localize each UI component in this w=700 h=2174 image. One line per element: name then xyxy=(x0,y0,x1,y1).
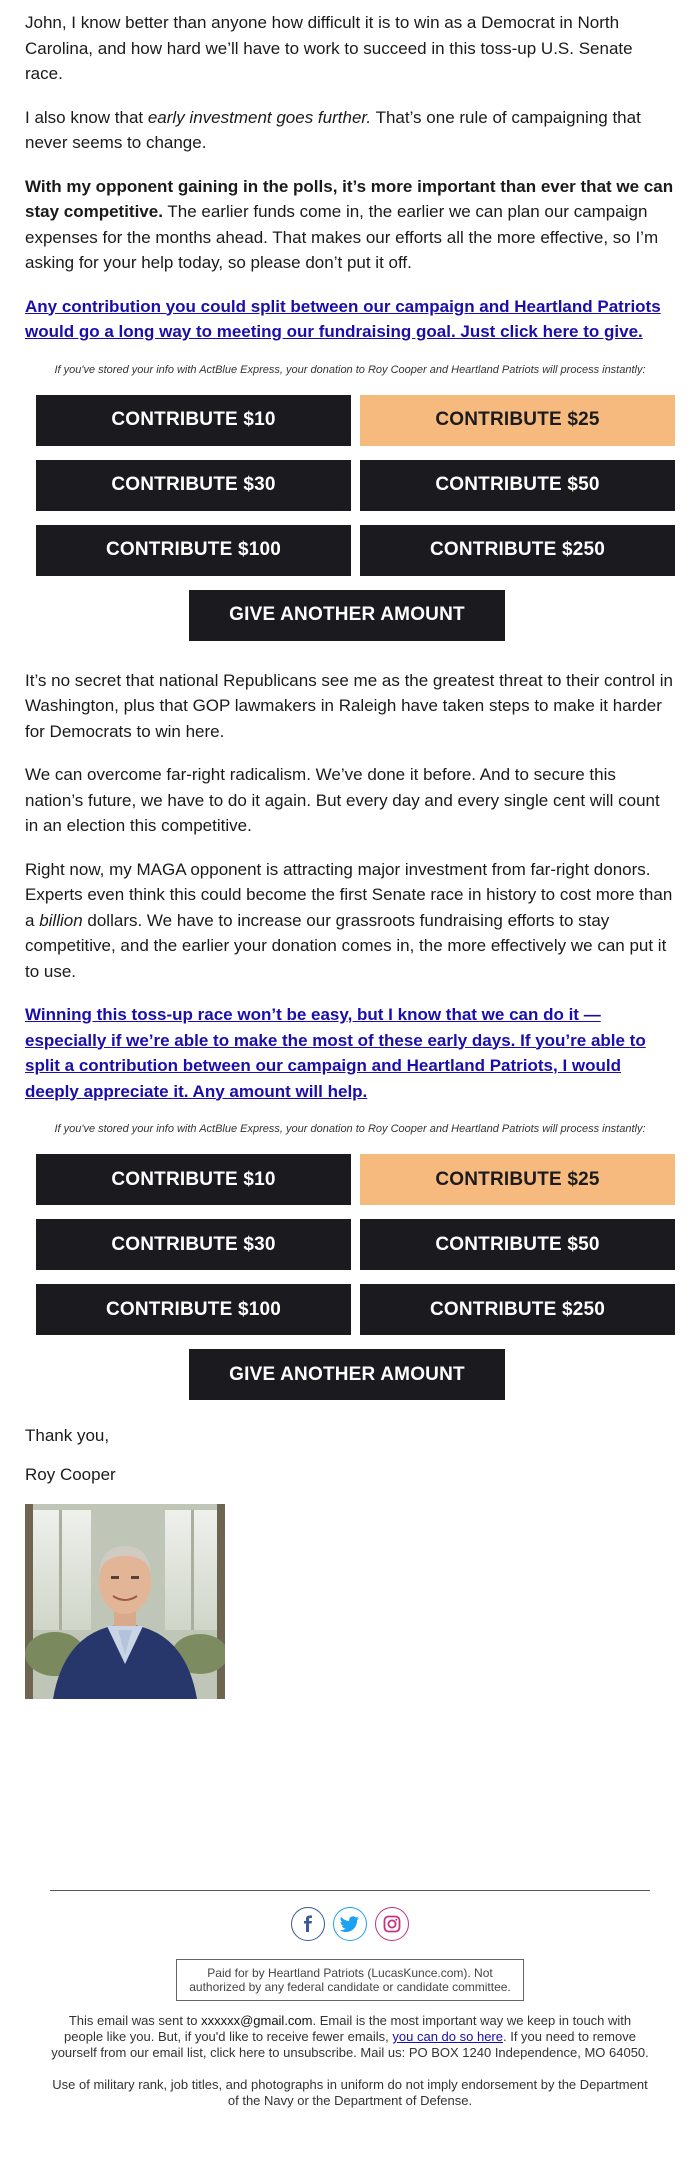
actblue-note: If you've stored your info with ActBlue Express, your donation to Roy Cooper and Heartland Patriots will process instantly: xyxy=(54,363,646,376)
text: . Email is the most important way we keep in touch with people like you. But, if you'd like to receive fewer emails, xyxy=(64,2013,632,2044)
contribute-30-button[interactable]: CONTRIBUTE $30 xyxy=(36,1219,351,1270)
footer-divider xyxy=(50,1890,650,1891)
candidate-portrait-icon xyxy=(25,1504,225,1699)
military-disclaimer: Use of military rank, job titles, and photographs in uniform do not imply endorsement by the Department of the Navy or the Department of Defense. xyxy=(52,2077,648,2108)
twitter-icon xyxy=(340,1916,360,1932)
contribute-50-button[interactable]: CONTRIBUTE $50 xyxy=(360,460,675,511)
signoff-thanks: Thank you, xyxy=(25,1426,110,1445)
contribute-30-button[interactable]: CONTRIBUTE $30 xyxy=(36,460,351,511)
text: Right now, my MAGA opponent is attracting major investment from far-right donors. Experts even think this could become the first Senate race in history to cost more than a xyxy=(25,859,673,930)
give-another-amount-button[interactable]: GIVE ANOTHER AMOUNT xyxy=(189,590,505,641)
emphasis-text: billion xyxy=(39,910,83,930)
candidate-photo xyxy=(25,1504,225,1699)
contribute-250-button[interactable]: CONTRIBUTE $250 xyxy=(360,525,675,576)
contribution-link-2[interactable]: Winning this toss-up race won’t be easy, but I know that we can do it — especially if we’re able to make the most of these early days. If you’re able to split a contribution between our campaign and Heartland Patriots, I would deeply appreciate it. Any amount will help. xyxy=(25,1005,646,1101)
contribute-250-button[interactable]: CONTRIBUTE $250 xyxy=(360,1284,675,1335)
contribute-100-button[interactable]: CONTRIBUTE $100 xyxy=(36,525,351,576)
footer-email-notice xyxy=(50,2013,650,2061)
contribute-10-button[interactable]: CONTRIBUTE $10 xyxy=(36,395,351,446)
text: The earlier funds come in, the earlier we can plan our campaign expenses for the months ahead. That makes our efforts all the more effective, so I’m asking for your help today, so please don’t put it off. xyxy=(25,202,659,272)
facebook-icon xyxy=(300,1915,316,1933)
recipient-email: xxxxxx@gmail.com xyxy=(201,2013,313,2028)
email-body xyxy=(0,10,700,1699)
text: This email was sent to xyxy=(68,2013,202,2028)
paragraph-intro: John, I know better than anyone how difficult it is to win as a Democrat in North Carolina, and how hard we’ll have to work to succeed in this toss-up U.S. Senate race. xyxy=(25,13,633,83)
paragraph-far-right: We can overcome far-right radicalism. We’ve done it before. And to secure this nation’s future, we have to do it again. But every day and every single cent will count in an election this competitive. xyxy=(25,765,660,835)
contribution-link-1[interactable]: Any contribution you could split between our campaign and Heartland Patriots would go a long way to meeting our fundraising goal. Just click here to give. xyxy=(25,296,661,341)
text: That’s one rule of campaigning that never seems to change. xyxy=(25,107,641,152)
email-footer xyxy=(0,1890,700,2109)
paragraph-opponent-polls xyxy=(25,174,675,276)
bold-text: With my opponent gaining in the polls, it’s more important than ever that we can stay competitive. xyxy=(25,176,674,221)
text: I also know that xyxy=(25,107,148,127)
instagram-icon xyxy=(383,1915,401,1933)
give-another-amount-button[interactable]: GIVE ANOTHER AMOUNT xyxy=(189,1349,505,1400)
actblue-note: If you've stored your info with ActBlue Express, your donation to Roy Cooper and Heartland Patriots will process instantly: xyxy=(54,1123,646,1135)
donation-grid-1 xyxy=(36,395,675,576)
instagram-icon[interactable] xyxy=(375,1907,409,1941)
paid-for-disclaimer: Paid for by Heartland Patriots (LucasKunce.com). Not authorized by any federal candidate or candidate committee. xyxy=(176,1959,524,2001)
contribute-10-button[interactable]: CONTRIBUTE $10 xyxy=(36,1154,351,1205)
donation-grid-2 xyxy=(36,1154,675,1335)
contribute-25-button[interactable]: CONTRIBUTE $25 xyxy=(360,1154,675,1205)
text: dollars. We have to increase our grassroots fundraising efforts to stay competitive, and the earlier your donation comes in, the more effectively we can put it to use. xyxy=(25,910,667,981)
text: . If you need to remove yourself from our email list, click here to unsubscribe. Mail us: PO BOX 1240 Independence, MO 64050. xyxy=(51,2029,649,2060)
social-links xyxy=(0,1907,700,1941)
paragraph-maga-opponent xyxy=(25,857,675,985)
paragraph-republicans-threat: It’s no secret that national Republicans see me as the greatest threat to their control in Washington, plus that GOP lawmakers in Raleigh have taken steps to make it harder for Democrats to win here. xyxy=(25,670,673,741)
fewer-emails-link[interactable]: you can do so here xyxy=(392,2029,503,2044)
contribute-25-button[interactable]: CONTRIBUTE $25 xyxy=(360,395,675,446)
contribute-100-button[interactable]: CONTRIBUTE $100 xyxy=(36,1284,351,1335)
emphasis-text: early investment goes further. xyxy=(147,107,372,127)
paragraph-early-investment xyxy=(25,105,675,156)
contribute-50-button[interactable]: CONTRIBUTE $50 xyxy=(360,1219,675,1270)
signoff-name: Roy Cooper xyxy=(25,1465,116,1484)
twitter-icon[interactable] xyxy=(333,1907,367,1941)
facebook-icon[interactable] xyxy=(291,1907,325,1941)
